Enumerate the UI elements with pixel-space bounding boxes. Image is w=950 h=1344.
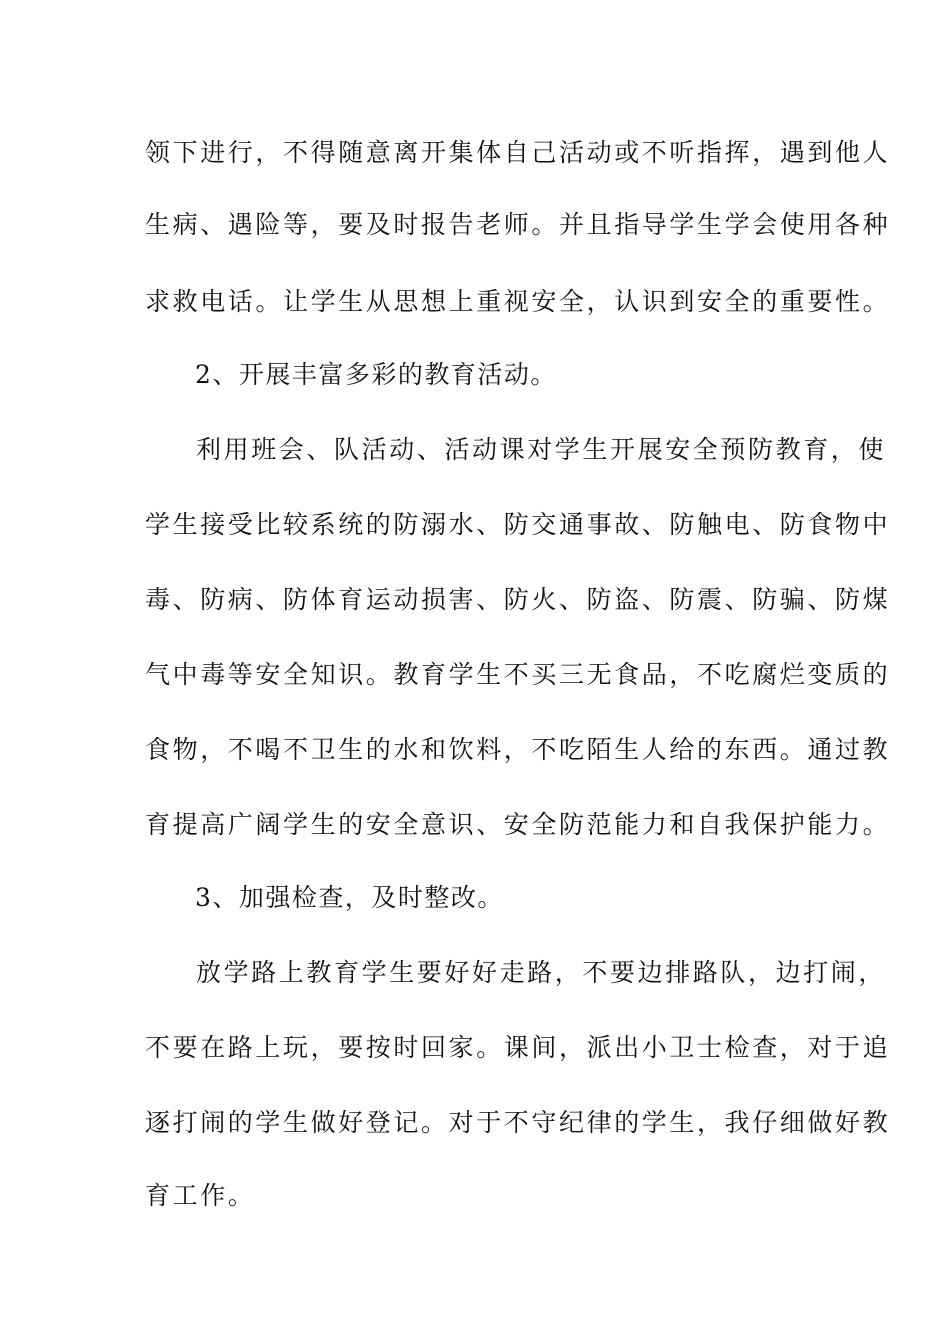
body-text-line: 求救电话。让学生从思想上重视安全，认识到安全的重要性。 [145, 287, 891, 316]
body-text-line: 学生接受比较系统的防溺水、防交通事故、防触电、防食物中 [145, 510, 891, 539]
body-text-line: 毒、防病、防体育运动损害、防火、防盗、防震、防骗、防煤 [145, 585, 891, 614]
body-text-line: 育工作。 [145, 1181, 256, 1210]
section-heading: 3、加强检查，及时整改。 [195, 883, 504, 912]
section-heading: 2、开展丰富多彩的教育活动。 [195, 360, 557, 389]
body-text-line: 气中毒等安全知识。教育学生不买三无食品，不吃腐烂变质的 [145, 660, 891, 689]
body-text-line: 放学路上教育学生要好好走路，不要边排路队，边打闹， [196, 958, 887, 987]
body-text-line: 不要在路上玩，要按时回家。课间，派出小卫士检查，对于追 [145, 1033, 891, 1062]
body-text-line: 逐打闹的学生做好登记。对于不守纪律的学生，我仔细做好教 [145, 1108, 891, 1137]
body-text-line: 食物，不喝不卫生的水和饮料，不吃陌生人给的东西。通过教 [145, 735, 891, 764]
body-text-line: 利用班会、队活动、活动课对学生开展安全预防教育，使 [196, 435, 887, 464]
body-text-line: 生病、遇险等，要及时报告老师。并且指导学生学会使用各种 [145, 210, 891, 239]
body-text-line: 育提高广阔学生的安全意识、安全防范能力和自我保护能力。 [145, 810, 891, 839]
body-text-line: 领下进行，不得随意离开集体自己活动或不听指挥，遇到他人 [145, 138, 891, 167]
